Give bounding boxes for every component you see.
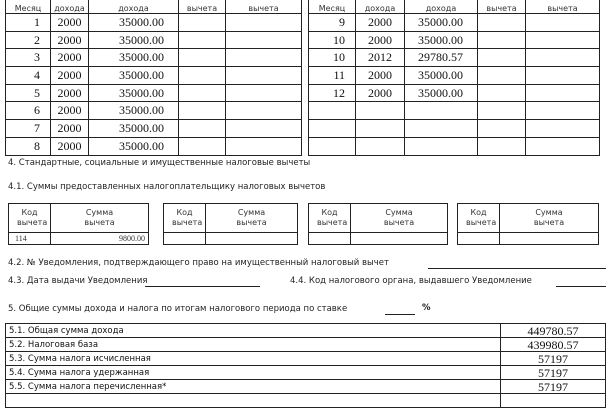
header-sum: Сумма вычета	[51, 204, 149, 233]
deduction-sum-cell	[226, 14, 302, 32]
month-cell: 12	[309, 84, 356, 102]
deduction-sum-cell	[226, 31, 302, 49]
month-cell: 11	[309, 67, 356, 85]
deduction-sum-cell	[526, 49, 600, 67]
table-header	[309, 0, 600, 14]
deduction-code-cell	[179, 49, 226, 67]
header-income-code: дохода	[51, 0, 89, 14]
income-sum-cell: 35000.00	[89, 84, 179, 102]
month-cell	[309, 120, 356, 138]
header-deduction-sum: вычета	[526, 0, 600, 14]
deduction-code-cell	[478, 49, 526, 67]
totals-label: 5.3. Сумма налога исчисленная	[6, 352, 501, 366]
section44-label: 4.4. Код налогового органа, выдавшего Уведомление	[290, 276, 532, 286]
deduction-code-cell	[458, 233, 500, 245]
deduction-table	[8, 203, 149, 245]
header-sum: Сумма вычета	[206, 204, 298, 233]
income-code-cell: 2000	[51, 49, 89, 67]
deduction-sum-cell	[226, 102, 302, 120]
totals-label: 5.5. Сумма налога перечисленная*	[6, 380, 501, 394]
deduction-code-cell	[478, 137, 526, 155]
table-row	[309, 84, 600, 102]
deduction-sum-cell	[226, 84, 302, 102]
section5-title: 5. Общие суммы дохода и налога по итогам налогового периода по ставке	[8, 304, 348, 314]
table-row	[6, 84, 302, 102]
header-income-sum: дохода	[89, 0, 179, 14]
income-sum-cell: 35000.00	[89, 102, 179, 120]
deduction-sum-cell	[226, 120, 302, 138]
totals-row	[6, 366, 606, 380]
totals-row	[6, 338, 606, 352]
section41-title: 4.1. Суммы предоставленных налогоплательщику налоговых вычетов	[8, 182, 326, 192]
table-row	[309, 120, 600, 138]
deduction-code-cell	[478, 14, 526, 32]
header-sum: Сумма вычета	[351, 204, 448, 233]
percent-sign: %	[422, 303, 431, 313]
deduction-code-cell	[179, 84, 226, 102]
deduction-code-cell	[478, 84, 526, 102]
totals-value: 57197	[501, 380, 606, 394]
header-code: Код вычета	[9, 204, 51, 233]
totals-label	[6, 394, 501, 408]
income-table-left	[5, 0, 302, 156]
deduction-code-cell	[309, 233, 351, 245]
table-row	[6, 49, 302, 67]
month-cell	[309, 137, 356, 155]
table-header	[309, 204, 448, 233]
month-cell: 2	[6, 31, 51, 49]
deduction-code-cell	[478, 67, 526, 85]
income-code-cell: 2012	[356, 49, 405, 67]
header-code: Код вычета	[164, 204, 206, 233]
deduction-sum-cell	[526, 137, 600, 155]
income-code-cell: 2000	[51, 102, 89, 120]
income-sum-cell	[405, 137, 478, 155]
tax-rate-field[interactable]	[385, 314, 415, 315]
income-sum-cell: 35000.00	[89, 137, 179, 155]
deduction-code-cell	[478, 102, 526, 120]
header-income-code: дохода	[356, 0, 405, 14]
table-header	[458, 204, 599, 233]
table-row	[309, 102, 600, 120]
deduction-sum-cell	[526, 102, 600, 120]
income-sum-cell: 35000.00	[89, 31, 179, 49]
deduction-code-cell	[478, 120, 526, 138]
deduction-table	[163, 203, 298, 245]
income-sum-cell: 35000.00	[89, 67, 179, 85]
table-row	[309, 49, 600, 67]
table-row	[6, 67, 302, 85]
section43-label: 4.3. Дата выдачи Уведомления	[8, 276, 148, 286]
totals-label: 5.2. Налоговая база	[6, 338, 501, 352]
table-row	[9, 233, 149, 245]
income-code-cell: 2000	[51, 120, 89, 138]
income-sum-cell: 35000.00	[89, 14, 179, 32]
totals-value	[501, 394, 606, 408]
deduction-code-cell	[478, 31, 526, 49]
deduction-sum-cell	[526, 67, 600, 85]
table-row	[458, 233, 599, 245]
income-sum-cell: 35000.00	[89, 49, 179, 67]
deduction-code-cell: 114	[9, 233, 51, 245]
table-row	[309, 137, 600, 155]
income-code-cell: 2000	[51, 31, 89, 49]
income-sum-cell: 35000.00	[405, 14, 478, 32]
table-row	[6, 102, 302, 120]
income-sum-cell: 29780.57	[405, 49, 478, 67]
deduction-sum-cell	[526, 14, 600, 32]
month-cell: 1	[6, 14, 51, 32]
income-code-cell: 2000	[356, 31, 405, 49]
month-cell: 8	[6, 137, 51, 155]
section4-title: 4. Стандартные, социальные и имущественные налоговые вычеты	[8, 158, 311, 168]
table-header	[6, 0, 302, 14]
table-row	[164, 233, 298, 245]
deduction-sum-cell	[500, 233, 599, 245]
tax-authority-code-field[interactable]	[556, 286, 606, 287]
table-row	[6, 120, 302, 138]
totals-row	[6, 394, 606, 408]
table-row	[6, 137, 302, 155]
deduction-sum-cell	[206, 233, 298, 245]
totals-table	[5, 323, 606, 408]
income-sum-cell	[405, 120, 478, 138]
income-code-cell: 2000	[51, 14, 89, 32]
income-code-cell	[356, 120, 405, 138]
notice-number-field[interactable]	[428, 268, 606, 269]
header-code: Код вычета	[309, 204, 351, 233]
month-cell: 7	[6, 120, 51, 138]
totals-value: 449780.57	[501, 324, 606, 338]
header-income-sum: дохода	[405, 0, 478, 14]
table-row	[6, 31, 302, 49]
month-cell: 10	[309, 49, 356, 67]
month-cell	[309, 102, 356, 120]
deduction-table	[457, 203, 599, 245]
deduction-code-cell	[164, 233, 206, 245]
totals-label: 5.1. Общая сумма дохода	[6, 324, 501, 338]
income-code-cell: 2000	[51, 67, 89, 85]
deduction-sum-cell	[226, 49, 302, 67]
deduction-sum-cell	[526, 120, 600, 138]
deduction-code-cell	[179, 31, 226, 49]
header-deduction-code: вычета	[478, 0, 526, 14]
income-code-cell: 2000	[51, 137, 89, 155]
month-cell: 6	[6, 102, 51, 120]
month-cell: 5	[6, 84, 51, 102]
header-month: Месяц	[309, 0, 356, 14]
month-cell: 9	[309, 14, 356, 32]
deduction-table	[308, 203, 448, 245]
header-sum: Сумма вычета	[500, 204, 599, 233]
month-cell: 3	[6, 49, 51, 67]
income-sum-cell: 35000.00	[405, 67, 478, 85]
income-code-cell	[356, 137, 405, 155]
deduction-code-cell	[179, 14, 226, 32]
month-cell: 10	[309, 31, 356, 49]
deduction-sum-cell: 9800.00	[51, 233, 149, 245]
totals-row	[6, 324, 606, 338]
table-row	[309, 31, 600, 49]
income-sum-cell: 35000.00	[89, 120, 179, 138]
header-code: Код вычета	[458, 204, 500, 233]
income-code-cell: 2000	[356, 84, 405, 102]
table-header	[9, 204, 149, 233]
table-header	[164, 204, 298, 233]
deduction-sum-cell	[526, 31, 600, 49]
income-sum-cell: 35000.00	[405, 31, 478, 49]
deduction-sum-cell	[226, 137, 302, 155]
table-row	[309, 233, 448, 245]
month-cell: 4	[6, 67, 51, 85]
table-row	[309, 14, 600, 32]
header-deduction-sum: вычета	[226, 0, 302, 14]
income-code-cell: 2000	[51, 84, 89, 102]
income-sum-cell: 35000.00	[405, 84, 478, 102]
deduction-sum-cell	[526, 84, 600, 102]
totals-value: 57197	[501, 366, 606, 380]
notice-date-field[interactable]	[145, 286, 260, 287]
totals-value: 57197	[501, 352, 606, 366]
deduction-code-cell	[179, 102, 226, 120]
table-row	[6, 14, 302, 32]
income-code-cell: 2000	[356, 14, 405, 32]
table-row	[309, 67, 600, 85]
deduction-sum-cell	[226, 67, 302, 85]
totals-label: 5.4. Сумма налога удержанная	[6, 366, 501, 380]
header-deduction-code: вычета	[179, 0, 226, 14]
deduction-code-cell	[179, 137, 226, 155]
totals-value: 439980.57	[501, 338, 606, 352]
deduction-sum-cell	[351, 233, 448, 245]
totals-row	[6, 352, 606, 366]
totals-row	[6, 380, 606, 394]
deduction-code-cell	[179, 120, 226, 138]
deduction-code-cell	[179, 67, 226, 85]
income-table-right	[308, 0, 600, 156]
section42-label: 4.2. № Уведомления, подтверждающего право на имущественный налоговый вычет	[8, 258, 389, 268]
income-code-cell	[356, 102, 405, 120]
header-month: Месяц	[6, 0, 51, 14]
income-code-cell: 2000	[356, 67, 405, 85]
income-sum-cell	[405, 102, 478, 120]
